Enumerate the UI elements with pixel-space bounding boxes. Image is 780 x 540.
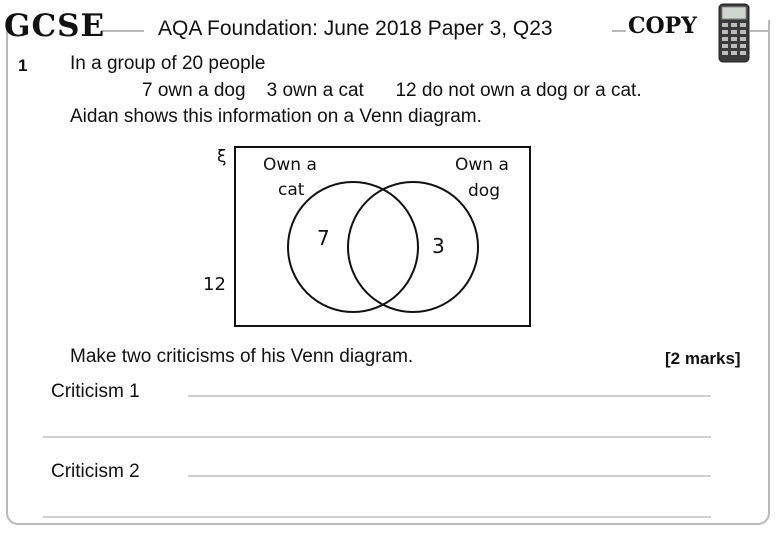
- right-set-label-line-2: dog: [468, 181, 500, 201]
- universal-set-symbol: ξ: [217, 147, 227, 167]
- criticism-1-label: Criticism 1: [51, 381, 140, 402]
- marks-label: [2 marks]: [665, 349, 741, 368]
- frame-divider: [612, 30, 626, 32]
- left-set-label-line-1: Own a: [263, 155, 317, 175]
- question-statement: Aidan shows this information on a Venn diagram.: [70, 106, 482, 127]
- set-circle-dog: [348, 182, 478, 312]
- set-circle-cat: [288, 182, 418, 312]
- right-set-label-line-1: Own a: [455, 155, 509, 175]
- answer-line[interactable]: [188, 475, 711, 477]
- copy-label: COPY: [628, 13, 697, 39]
- question-facts: 7 own a dog 3 own a cat 12 do not own a dog or a cat.: [142, 80, 642, 101]
- question-number: 1: [18, 56, 28, 75]
- criticism-2-label: Criticism 2: [51, 461, 140, 482]
- frame-divider: [768, 30, 770, 50]
- left-region-value: 7: [317, 226, 330, 250]
- question-intro: In a group of 20 people: [70, 53, 266, 74]
- answer-line[interactable]: [43, 436, 711, 438]
- page-title: AQA Foundation: June 2018 Paper 3, Q23: [158, 17, 553, 40]
- venn-diagram: [195, 140, 540, 335]
- frame-divider: [750, 30, 770, 32]
- frame-divider: [102, 30, 144, 32]
- calculator-icon: [718, 3, 750, 63]
- answer-line[interactable]: [43, 516, 711, 518]
- right-region-value: 3: [432, 234, 445, 258]
- outside-value: 12: [203, 274, 226, 295]
- gcse-logo: GCSE: [4, 8, 106, 44]
- left-set-label-line-2: cat: [278, 180, 305, 200]
- answer-line[interactable]: [188, 395, 711, 397]
- question-instruction: Make two criticisms of his Venn diagram.: [70, 346, 414, 367]
